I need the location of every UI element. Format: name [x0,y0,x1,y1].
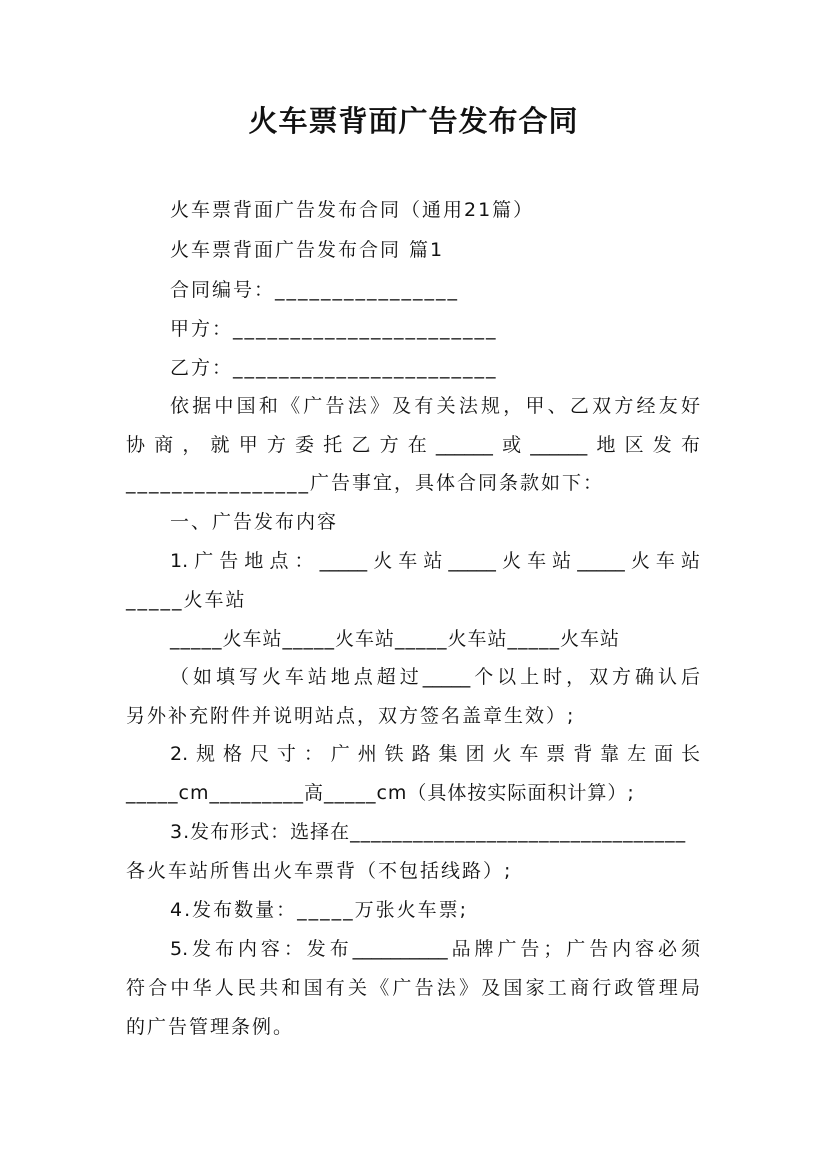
clause-line: 另外补充附件并说明站点，双方签名盖章生效）; [126,705,576,727]
section-heading: 一、广告发布内容 [170,511,339,533]
clause-line: _____火车站 [126,589,247,611]
clause-line: 2.规格尺寸：广州铁路集团火车票背靠左面长 [170,743,700,765]
clause-line: 4.发布数量：_____万张火车票; [170,899,469,921]
paragraph-line: ________________广告事宜，具体合同条款如下： [126,472,605,494]
clause-line: 的广告管理条例。 [126,1016,295,1038]
clause-line: _____cm_________高_____cm（具体按实际面积计算）; [126,782,635,804]
clause-line: （如填写火车站地点超过_____个以上时，双方确认后 [170,666,700,688]
subtitle-line: 火车票背面广告发布合同（通用21篇） [170,199,535,221]
clause-line: 5.发布内容：发布__________品牌广告；广告内容必须 [170,938,700,960]
clause-line: _____火车站_____火车站_____火车站_____火车站 [170,628,621,650]
paragraph-line: 依据中国和《广告法》及有关法规，甲、乙双方经友好 [170,395,700,417]
document-title: 火车票背面广告发布合同 [248,104,579,138]
contract-number-line: 合同编号：________________ [170,279,460,301]
party-b-line: 乙方：_______________________ [170,357,498,379]
clause-line: 各火车站所售出火车票背（不包括线路）; [126,860,513,882]
party-a-line: 甲方：_______________________ [170,318,498,340]
clause-line: 符合中华人民共和国有关《广告法》及国家工商行政管理局 [126,977,700,999]
clause-line: 3.发布形式：选择在________________________________ [170,821,687,843]
paragraph-line: 协商，就甲方委托乙方在______或______地区发布 [126,434,700,456]
clause-line: 1.广告地点：_____火车站_____火车站_____火车站 [170,550,700,572]
section-heading: 火车票背面广告发布合同 篇1 [170,239,445,261]
